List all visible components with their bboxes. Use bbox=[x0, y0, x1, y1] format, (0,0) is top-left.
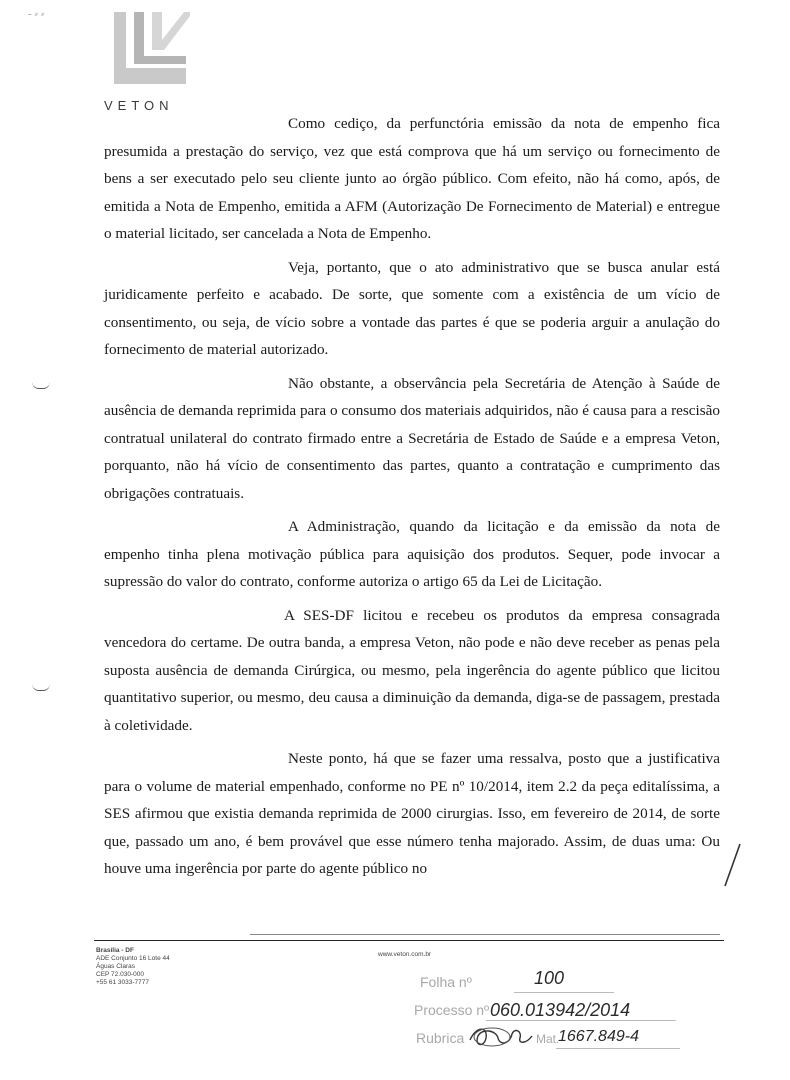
stamp-rubrica-label: Rubrica bbox=[416, 1030, 465, 1046]
stamp-folha-value: 100 bbox=[534, 968, 565, 988]
margin-punch-mark bbox=[32, 382, 50, 389]
protocol-stamp bbox=[410, 968, 710, 1068]
paragraph: A SES-DF licitou e recebeu os produtos da empresa consagrada vencedora do certame. De outra banda, a empresa Veton, não pode e não deve receber as penas pela suposta ausência de demanda Cirúrgica, ou mesmo, pela ingerência do agente público que licitou quantitativo superior, ou mesmo, deu causa a diminuição da demanda, diga-se de passagem, prestada à coletividade. bbox=[104, 606, 720, 734]
footer-divider bbox=[94, 940, 724, 941]
veton-logo-icon bbox=[110, 12, 190, 88]
footer-city: Brasília - DF bbox=[96, 947, 134, 954]
handwritten-slash-mark bbox=[722, 842, 742, 888]
footer-address-line: ADE Conjunto 16 Lote 44 bbox=[96, 955, 170, 962]
paragraph: Neste ponto, há que se fazer uma ressalva, posto que a justificativa para o volume de material empenhado, conforme no PE nº 10/2014, item 2.2 da peça editalíssima, a SES afirmou que existia demanda reprimida de 2000 cirurgias. Isso, em fevereiro de 2014, de sorte que, passado um ano, é bem provável que esse número tenha majorado. Assim, de duas uma: Ou houve uma ingerência por parte do agente público no bbox=[104, 750, 720, 877]
signature-scribble-icon bbox=[466, 1024, 536, 1050]
corner-mark: - ⸗ ⸗ bbox=[28, 8, 45, 20]
paragraph: A Administração, quando da licitação e da emissão da nota de empenho tinha plena motivação pública para aquisição dos produtos. Sequer, pode invocar a supressão do valor do contrato, conforme autoriza o artigo 65 da Lei de Licitação. bbox=[104, 518, 720, 590]
stamp-mat-value: 1667.849-4 bbox=[558, 1028, 639, 1045]
footer-address bbox=[96, 947, 216, 987]
document-body bbox=[104, 110, 720, 889]
logo-text: VETON bbox=[104, 98, 174, 113]
margin-punch-mark bbox=[32, 684, 50, 691]
veton-logo bbox=[104, 12, 196, 112]
footer-address-line: Águas Claras bbox=[96, 963, 136, 970]
footer-address-line: +55 61 3033-7777 bbox=[96, 979, 149, 986]
stamp-mat-label: Mat. bbox=[536, 1032, 560, 1046]
stamp-processo-value: 060.013942/2014 bbox=[490, 1000, 631, 1020]
stamp-folha-label: Folha nº bbox=[420, 974, 472, 990]
footer-website: www.veton.com.br bbox=[378, 951, 432, 958]
paragraph: Como cediço, da perfunctória emissão da nota de empenho fica presumida a prestação do serviço, vez que está comprova que há um serviço ou fornecimento de bens a ser executado pelo seu cliente junto ao órgão público. Com efeito, não há como, após, de emitida a Nota de Empenho, emitida a AFM (Autorização De Fornecimento de Material) e entregue o material licitado, ser cancelada a Nota de Empenho. bbox=[104, 115, 720, 242]
footer-address-line: CEP 72.030-000 bbox=[96, 971, 144, 978]
footer-divider-upper bbox=[250, 934, 720, 935]
paragraph: Veja, portanto, que o ato administrativo que se busca anular está juridicamente perfeito e acabado. De sorte, que somente com a existência de um vício de consentimento, ou seja, de vício sobre a vontade das partes é que se poderia arguir a anulação do fornecimento de material autorizado. bbox=[104, 258, 720, 358]
stamp-processo-label: Processo nº bbox=[414, 1002, 490, 1018]
paragraph: Não obstante, a observância pela Secretária de Atenção à Saúde de ausência de demanda reprimida para o consumo dos materiais adquiridos, não é causa para a rescisão contratual unilateral do contrato firmado entre a Secretária de Estado de Saúde e a empresa Veton, porquanto, não há vício de consentimento das partes, quanto a contratação e cumprimento das obrigações contratuais. bbox=[104, 374, 720, 502]
